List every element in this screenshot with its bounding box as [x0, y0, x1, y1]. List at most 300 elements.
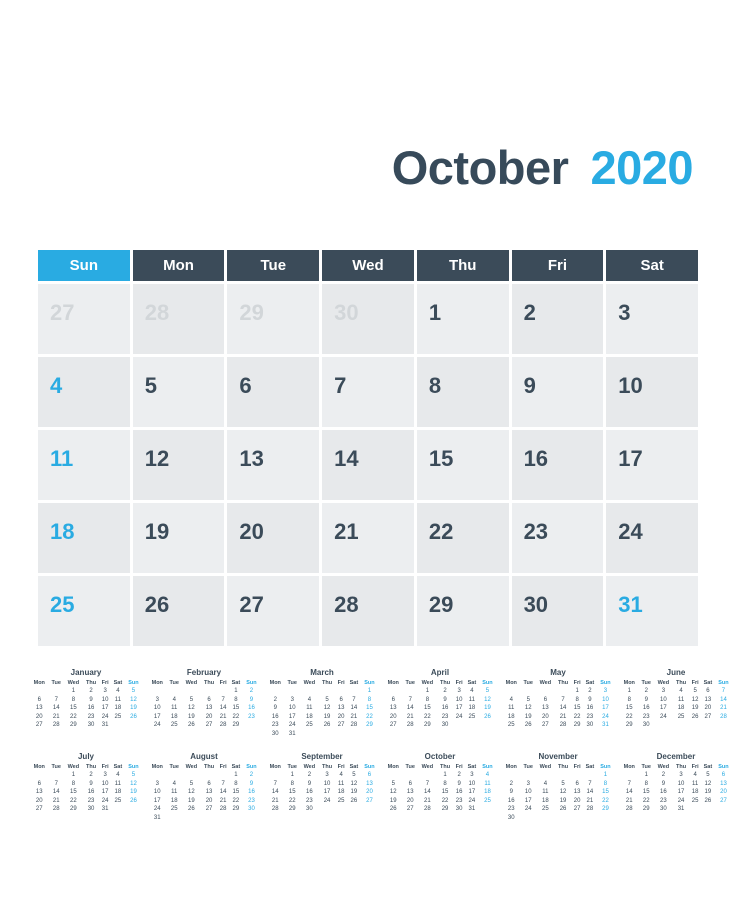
calendar-day-cell[interactable]	[512, 576, 604, 646]
calendar-day-cell[interactable]	[227, 430, 319, 500]
mini-day-cell[interactable]: 8	[234, 696, 238, 703]
calendar-day-cell[interactable]	[512, 284, 604, 354]
mini-day-cell[interactable]: 4	[339, 772, 343, 778]
mini-day-cell[interactable]: 19	[130, 789, 137, 795]
mini-day-cell[interactable]: 25	[484, 797, 491, 804]
calendar-day-cell[interactable]	[133, 503, 225, 573]
mini-day-cell[interactable]: 2	[89, 772, 93, 778]
mini-day-cell[interactable]: 30	[507, 814, 515, 821]
mini-day-cell[interactable]: 11	[468, 696, 475, 703]
mini-day-cell[interactable]: 11	[542, 789, 549, 795]
mini-day-cell[interactable]: 11	[114, 696, 121, 703]
mini-day-cell[interactable]: 7	[54, 780, 58, 787]
mini-day-cell[interactable]: 3	[290, 696, 294, 703]
mini-day-cell[interactable]: 16	[271, 713, 279, 720]
mini-day-cell[interactable]: 25	[677, 713, 685, 720]
mini-day-cell[interactable]: 20	[366, 789, 373, 795]
mini-day-cell[interactable]: 22	[573, 713, 581, 720]
mini-day-cell[interactable]: 11	[306, 705, 313, 711]
mini-day-cell[interactable]: 2	[89, 688, 93, 694]
mini-day-cell[interactable]: 3	[679, 772, 683, 778]
mini-day-cell[interactable]: 10	[153, 789, 161, 795]
calendar-day-cell[interactable]	[322, 576, 414, 646]
mini-day-cell[interactable]: 2	[443, 688, 447, 694]
mini-day-cell[interactable]: 21	[52, 797, 60, 804]
mini-day-cell[interactable]: 18	[170, 713, 178, 720]
calendar-day-cell[interactable]	[227, 576, 319, 646]
mini-day-cell[interactable]: 2	[588, 688, 592, 694]
mini-day-cell[interactable]: 13	[542, 705, 549, 711]
calendar-day-cell[interactable]	[227, 284, 319, 354]
mini-day-cell[interactable]: 20	[35, 797, 43, 804]
mini-day-cell[interactable]: 29	[70, 722, 77, 728]
mini-day-cell[interactable]: 26	[524, 722, 532, 728]
mini-day-cell[interactable]: 19	[130, 705, 137, 711]
calendar-day-cell[interactable]	[606, 430, 698, 500]
mini-day-cell[interactable]: 10	[323, 780, 331, 787]
mini-day-cell[interactable]: 6	[706, 688, 710, 694]
mini-day-cell[interactable]: 27	[573, 806, 581, 812]
mini-day-cell[interactable]: 17	[660, 705, 667, 711]
calendar-day-cell[interactable]	[227, 503, 319, 573]
mini-day-cell[interactable]: 4	[693, 772, 697, 778]
mini-day-cell[interactable]: 2	[644, 688, 648, 694]
mini-day-cell[interactable]: 21	[625, 797, 633, 804]
mini-day-cell[interactable]: 11	[484, 780, 491, 787]
mini-day-cell[interactable]: 3	[103, 772, 107, 778]
mini-day-cell[interactable]: 19	[524, 713, 532, 720]
mini-day-cell[interactable]: 27	[337, 722, 345, 728]
mini-day-cell[interactable]: 29	[70, 806, 77, 812]
mini-day-cell[interactable]: 15	[232, 789, 240, 795]
mini-day-cell[interactable]: 24	[101, 713, 109, 720]
mini-day-cell[interactable]: 24	[153, 722, 161, 728]
mini-day-cell[interactable]: 28	[219, 806, 227, 812]
mini-day-cell[interactable]: 24	[288, 722, 296, 728]
mini-day-cell[interactable]: 30	[642, 722, 650, 728]
mini-day-cell[interactable]: 18	[542, 797, 549, 804]
mini-day-cell[interactable]: 16	[660, 789, 667, 795]
mini-day-cell[interactable]: 9	[661, 780, 666, 787]
mini-day-cell[interactable]: 9	[249, 696, 254, 703]
mini-day-cell[interactable]: 26	[130, 797, 137, 804]
mini-day-cell[interactable]: 12	[130, 696, 137, 703]
mini-day-cell[interactable]: 20	[35, 713, 43, 720]
mini-day-cell[interactable]: 9	[588, 696, 592, 703]
mini-day-cell[interactable]: 13	[366, 780, 373, 787]
mini-day-cell[interactable]: 28	[720, 713, 727, 720]
mini-day-cell[interactable]: 14	[219, 705, 227, 711]
mini-day-cell[interactable]: 25	[306, 722, 313, 728]
mini-day-cell[interactable]: 11	[171, 789, 178, 795]
mini-day-cell[interactable]: 6	[721, 772, 726, 778]
calendar-day-cell[interactable]	[38, 503, 130, 573]
mini-day-cell[interactable]: 15	[602, 789, 609, 795]
mini-day-cell[interactable]: 9	[273, 705, 277, 711]
mini-day-cell[interactable]: 15	[288, 789, 296, 795]
mini-day-cell[interactable]: 28	[350, 722, 358, 728]
mini-day-cell[interactable]: 10	[101, 696, 109, 703]
mini-day-cell[interactable]: 2	[661, 772, 666, 778]
mini-day-cell[interactable]: 8	[443, 780, 447, 787]
mini-day-cell[interactable]: 20	[337, 713, 345, 720]
mini-day-cell[interactable]: 30	[271, 730, 279, 737]
mini-day-cell[interactable]: 10	[602, 696, 609, 703]
mini-day-cell[interactable]: 31	[288, 730, 296, 737]
mini-day-cell[interactable]: 1	[603, 772, 608, 778]
mini-day-cell[interactable]: 26	[704, 797, 712, 804]
mini-day-cell[interactable]: 7	[352, 696, 356, 703]
mini-day-cell[interactable]: 13	[389, 705, 397, 711]
mini-day-cell[interactable]: 13	[573, 789, 581, 795]
mini-day-cell[interactable]: 24	[677, 797, 685, 804]
mini-day-cell[interactable]: 3	[155, 696, 159, 703]
mini-day-cell[interactable]: 22	[70, 713, 77, 720]
mini-day-cell[interactable]: 26	[323, 722, 331, 728]
mini-day-cell[interactable]: 15	[70, 705, 77, 711]
mini-day-cell[interactable]: 20	[205, 797, 213, 804]
mini-day-cell[interactable]: 17	[288, 713, 296, 720]
mini-day-cell[interactable]: 22	[642, 797, 650, 804]
mini-day-cell[interactable]: 1	[443, 772, 447, 778]
mini-day-cell[interactable]: 3	[457, 688, 461, 694]
mini-day-cell[interactable]: 19	[691, 705, 699, 711]
mini-day-cell[interactable]: 8	[575, 696, 579, 703]
mini-day-cell[interactable]: 22	[602, 797, 609, 804]
mini-day-cell[interactable]: 14	[52, 789, 60, 795]
mini-day-cell[interactable]: 7	[721, 688, 726, 694]
mini-day-cell[interactable]: 5	[189, 696, 194, 703]
mini-day-cell[interactable]: 29	[625, 722, 633, 728]
calendar-day-cell[interactable]	[38, 284, 130, 354]
mini-day-cell[interactable]: 20	[704, 705, 712, 711]
mini-day-cell[interactable]: 3	[155, 780, 159, 787]
mini-day-cell[interactable]: 2	[509, 780, 513, 787]
mini-day-cell[interactable]: 16	[455, 789, 463, 795]
mini-day-cell[interactable]: 13	[337, 705, 345, 711]
mini-day-cell[interactable]: 27	[704, 713, 712, 720]
mini-day-cell[interactable]: 15	[366, 705, 373, 711]
mini-day-cell[interactable]: 23	[507, 806, 515, 812]
mini-day-cell[interactable]: 24	[323, 797, 331, 804]
mini-day-cell[interactable]: 30	[248, 806, 255, 812]
mini-day-cell[interactable]: 21	[720, 705, 727, 711]
mini-day-cell[interactable]: 8	[71, 696, 76, 703]
calendar-day-cell[interactable]	[606, 284, 698, 354]
mini-day-cell[interactable]: 17	[468, 789, 476, 795]
mini-day-cell[interactable]: 2	[307, 772, 312, 778]
mini-day-cell[interactable]: 23	[87, 797, 95, 804]
mini-day-cell[interactable]: 14	[586, 789, 594, 795]
mini-day-cell[interactable]: 1	[290, 772, 294, 778]
mini-day-cell[interactable]: 14	[350, 705, 358, 711]
mini-day-cell[interactable]: 1	[367, 688, 372, 694]
calendar-day-cell[interactable]	[606, 576, 698, 646]
mini-day-cell[interactable]: 26	[389, 806, 397, 812]
mini-day-cell[interactable]: 15	[424, 705, 431, 711]
mini-day-cell[interactable]: 4	[543, 780, 548, 787]
mini-day-cell[interactable]: 1	[627, 688, 631, 694]
mini-day-cell[interactable]: 18	[114, 705, 122, 711]
mini-day-cell[interactable]: 16	[248, 789, 255, 795]
mini-day-cell[interactable]: 12	[188, 705, 195, 711]
calendar-day-cell[interactable]	[133, 430, 225, 500]
mini-day-cell[interactable]: 3	[325, 772, 329, 778]
mini-day-cell[interactable]: 10	[524, 789, 532, 795]
calendar-day-cell[interactable]	[512, 430, 604, 500]
calendar-day-cell[interactable]	[606, 503, 698, 573]
mini-day-cell[interactable]: 20	[573, 797, 581, 804]
mini-day-cell[interactable]: 2	[249, 688, 254, 694]
mini-day-cell[interactable]: 19	[188, 797, 195, 804]
calendar-day-cell[interactable]	[322, 503, 414, 573]
mini-day-cell[interactable]: 28	[559, 722, 567, 728]
mini-day-cell[interactable]: 18	[691, 789, 699, 795]
calendar-day-cell[interactable]	[417, 430, 509, 500]
mini-day-cell[interactable]: 26	[559, 806, 567, 812]
mini-day-cell[interactable]: 1	[234, 772, 238, 778]
mini-day-cell[interactable]: 1	[644, 772, 648, 778]
mini-day-cell[interactable]: 23	[455, 797, 463, 804]
calendar-day-cell[interactable]	[322, 430, 414, 500]
mini-day-cell[interactable]: 19	[188, 713, 195, 720]
mini-day-cell[interactable]: 31	[153, 814, 161, 821]
mini-day-cell[interactable]: 2	[457, 772, 461, 778]
mini-day-cell[interactable]: 19	[389, 797, 397, 804]
mini-day-cell[interactable]: 1	[71, 772, 76, 778]
mini-day-cell[interactable]: 31	[468, 806, 476, 812]
mini-day-cell[interactable]: 3	[603, 688, 608, 694]
mini-day-cell[interactable]: 1	[71, 688, 76, 694]
mini-day-cell[interactable]: 3	[103, 688, 107, 694]
mini-day-cell[interactable]: 29	[424, 722, 431, 728]
mini-day-cell[interactable]: 16	[87, 705, 95, 711]
mini-day-cell[interactable]: 21	[424, 797, 431, 804]
mini-day-cell[interactable]: 9	[457, 780, 461, 787]
mini-day-cell[interactable]: 15	[642, 789, 650, 795]
mini-day-cell[interactable]: 7	[588, 780, 592, 787]
mini-day-cell[interactable]: 5	[189, 780, 194, 787]
mini-day-cell[interactable]: 2	[249, 772, 254, 778]
mini-day-cell[interactable]: 15	[441, 789, 449, 795]
mini-day-cell[interactable]: 18	[677, 705, 685, 711]
mini-day-cell[interactable]: 23	[248, 713, 255, 720]
mini-day-cell[interactable]: 23	[586, 713, 594, 720]
mini-day-cell[interactable]: 29	[366, 722, 373, 728]
calendar-day-cell[interactable]	[38, 576, 130, 646]
mini-day-cell[interactable]: 27	[720, 797, 727, 804]
calendar-day-cell[interactable]	[417, 503, 509, 573]
mini-day-cell[interactable]: 12	[704, 780, 712, 787]
mini-day-cell[interactable]: 7	[627, 780, 631, 787]
mini-day-cell[interactable]: 14	[720, 696, 727, 703]
mini-day-cell[interactable]: 13	[406, 789, 414, 795]
mini-day-cell[interactable]: 25	[542, 806, 549, 812]
mini-day-cell[interactable]: 28	[406, 722, 414, 728]
mini-day-cell[interactable]: 6	[367, 772, 372, 778]
mini-day-cell[interactable]: 12	[484, 696, 491, 703]
mini-day-cell[interactable]: 20	[406, 797, 414, 804]
mini-day-cell[interactable]: 24	[455, 713, 463, 720]
mini-day-cell[interactable]: 4	[485, 772, 490, 778]
mini-day-cell[interactable]: 5	[325, 696, 329, 703]
mini-day-cell[interactable]: 8	[425, 696, 430, 703]
mini-day-cell[interactable]: 17	[153, 713, 161, 720]
mini-day-cell[interactable]: 22	[366, 713, 373, 720]
mini-day-cell[interactable]: 10	[288, 705, 296, 711]
mini-day-cell[interactable]: 13	[35, 705, 43, 711]
mini-day-cell[interactable]: 6	[339, 696, 343, 703]
mini-day-cell[interactable]: 11	[171, 705, 178, 711]
mini-day-cell[interactable]: 25	[691, 797, 699, 804]
mini-day-cell[interactable]: 5	[131, 772, 136, 778]
mini-day-cell[interactable]: 30	[586, 722, 594, 728]
mini-day-cell[interactable]: 29	[642, 806, 650, 812]
mini-day-cell[interactable]: 4	[307, 696, 312, 703]
mini-day-cell[interactable]: 20	[542, 713, 549, 720]
mini-day-cell[interactable]: 28	[52, 806, 60, 812]
mini-day-cell[interactable]: 12	[524, 705, 532, 711]
mini-day-cell[interactable]: 6	[37, 696, 41, 703]
mini-day-cell[interactable]: 23	[441, 713, 449, 720]
mini-day-cell[interactable]: 8	[603, 780, 608, 787]
calendar-day-cell[interactable]	[512, 503, 604, 573]
mini-day-cell[interactable]: 21	[52, 713, 60, 720]
mini-day-cell[interactable]: 21	[586, 797, 594, 804]
mini-day-cell[interactable]: 24	[101, 797, 109, 804]
mini-day-cell[interactable]: 17	[455, 705, 463, 711]
mini-day-cell[interactable]: 13	[35, 789, 43, 795]
mini-day-cell[interactable]: 31	[677, 806, 685, 812]
mini-day-cell[interactable]: 11	[337, 780, 345, 787]
mini-day-cell[interactable]: 26	[691, 713, 699, 720]
mini-day-cell[interactable]: 17	[101, 789, 109, 795]
calendar-day-cell[interactable]	[38, 430, 130, 500]
mini-day-cell[interactable]: 15	[625, 705, 633, 711]
mini-day-cell[interactable]: 5	[693, 688, 697, 694]
mini-day-cell[interactable]: 10	[153, 705, 161, 711]
mini-day-cell[interactable]: 30	[87, 722, 95, 728]
mini-day-cell[interactable]: 29	[288, 806, 296, 812]
mini-day-cell[interactable]: 24	[660, 713, 667, 720]
mini-day-cell[interactable]: 4	[116, 688, 120, 694]
mini-day-cell[interactable]: 13	[205, 789, 213, 795]
mini-day-cell[interactable]: 22	[70, 797, 77, 804]
mini-day-cell[interactable]: 16	[306, 789, 313, 795]
mini-day-cell[interactable]: 4	[470, 688, 474, 694]
mini-day-cell[interactable]: 15	[70, 789, 77, 795]
mini-day-cell[interactable]: 6	[408, 780, 412, 787]
mini-day-cell[interactable]: 26	[350, 797, 358, 804]
mini-day-cell[interactable]: 22	[288, 797, 296, 804]
mini-day-cell[interactable]: 16	[586, 705, 594, 711]
mini-day-cell[interactable]: 30	[441, 722, 449, 728]
mini-day-cell[interactable]: 3	[661, 688, 666, 694]
mini-day-cell[interactable]: 27	[205, 722, 213, 728]
mini-day-cell[interactable]: 16	[642, 705, 650, 711]
mini-day-cell[interactable]: 27	[35, 722, 43, 728]
mini-day-cell[interactable]: 12	[691, 696, 699, 703]
mini-day-cell[interactable]: 22	[232, 797, 240, 804]
mini-day-cell[interactable]: 28	[52, 722, 60, 728]
mini-day-cell[interactable]: 26	[130, 713, 137, 720]
mini-day-cell[interactable]: 10	[101, 780, 109, 787]
mini-day-cell[interactable]: 11	[691, 780, 699, 787]
mini-day-cell[interactable]: 31	[101, 722, 109, 728]
mini-day-cell[interactable]: 25	[114, 713, 122, 720]
mini-day-cell[interactable]: 6	[543, 696, 548, 703]
mini-day-cell[interactable]: 10	[468, 780, 476, 787]
mini-day-cell[interactable]: 13	[704, 696, 712, 703]
mini-day-cell[interactable]: 23	[87, 713, 95, 720]
mini-day-cell[interactable]: 26	[188, 722, 195, 728]
mini-day-cell[interactable]: 9	[249, 780, 254, 787]
mini-day-cell[interactable]: 31	[101, 806, 109, 812]
mini-day-cell[interactable]: 17	[153, 797, 161, 804]
mini-day-cell[interactable]: 15	[573, 705, 581, 711]
mini-day-cell[interactable]: 18	[337, 789, 345, 795]
mini-day-cell[interactable]: 11	[508, 705, 515, 711]
mini-day-cell[interactable]: 9	[644, 696, 648, 703]
mini-day-cell[interactable]: 26	[188, 806, 195, 812]
mini-day-cell[interactable]: 17	[524, 797, 532, 804]
mini-day-cell[interactable]: 12	[130, 780, 137, 787]
calendar-day-cell[interactable]	[227, 357, 319, 427]
mini-day-cell[interactable]: 12	[323, 705, 331, 711]
mini-day-cell[interactable]: 7	[221, 696, 225, 703]
mini-day-cell[interactable]: 23	[660, 797, 667, 804]
mini-day-cell[interactable]: 12	[188, 789, 195, 795]
mini-day-cell[interactable]: 12	[559, 789, 567, 795]
calendar-day-cell[interactable]	[606, 357, 698, 427]
mini-day-cell[interactable]: 10	[455, 696, 463, 703]
mini-day-cell[interactable]: 22	[441, 797, 449, 804]
mini-day-cell[interactable]: 30	[306, 806, 313, 812]
mini-day-cell[interactable]: 9	[443, 696, 447, 703]
mini-day-cell[interactable]: 25	[170, 722, 178, 728]
mini-day-cell[interactable]: 17	[602, 705, 609, 711]
mini-day-cell[interactable]: 12	[350, 780, 358, 787]
mini-day-cell[interactable]: 8	[627, 696, 631, 703]
mini-day-cell[interactable]: 5	[131, 688, 136, 694]
mini-day-cell[interactable]: 3	[470, 772, 474, 778]
mini-day-cell[interactable]: 25	[170, 806, 178, 812]
mini-day-cell[interactable]: 25	[507, 722, 515, 728]
calendar-day-cell[interactable]	[38, 357, 130, 427]
mini-day-cell[interactable]: 27	[35, 806, 43, 812]
mini-day-cell[interactable]: 9	[89, 780, 93, 787]
mini-day-cell[interactable]: 21	[559, 713, 567, 720]
mini-day-cell[interactable]: 5	[485, 688, 490, 694]
calendar-day-cell[interactable]	[133, 284, 225, 354]
mini-day-cell[interactable]: 6	[575, 780, 579, 787]
mini-day-cell[interactable]: 14	[271, 789, 279, 795]
mini-day-cell[interactable]: 16	[441, 705, 449, 711]
mini-day-cell[interactable]: 4	[172, 696, 176, 703]
mini-day-cell[interactable]: 6	[37, 780, 41, 787]
mini-day-cell[interactable]: 24	[468, 797, 476, 804]
mini-day-cell[interactable]: 18	[507, 713, 515, 720]
calendar-day-cell[interactable]	[322, 357, 414, 427]
mini-day-cell[interactable]: 23	[271, 722, 279, 728]
mini-day-cell[interactable]: 4	[679, 688, 683, 694]
mini-day-cell[interactable]: 27	[366, 797, 373, 804]
mini-day-cell[interactable]: 16	[87, 789, 95, 795]
mini-day-cell[interactable]: 29	[441, 806, 449, 812]
mini-day-cell[interactable]: 27	[406, 806, 414, 812]
mini-day-cell[interactable]: 28	[586, 806, 594, 812]
mini-day-cell[interactable]: 15	[232, 705, 240, 711]
